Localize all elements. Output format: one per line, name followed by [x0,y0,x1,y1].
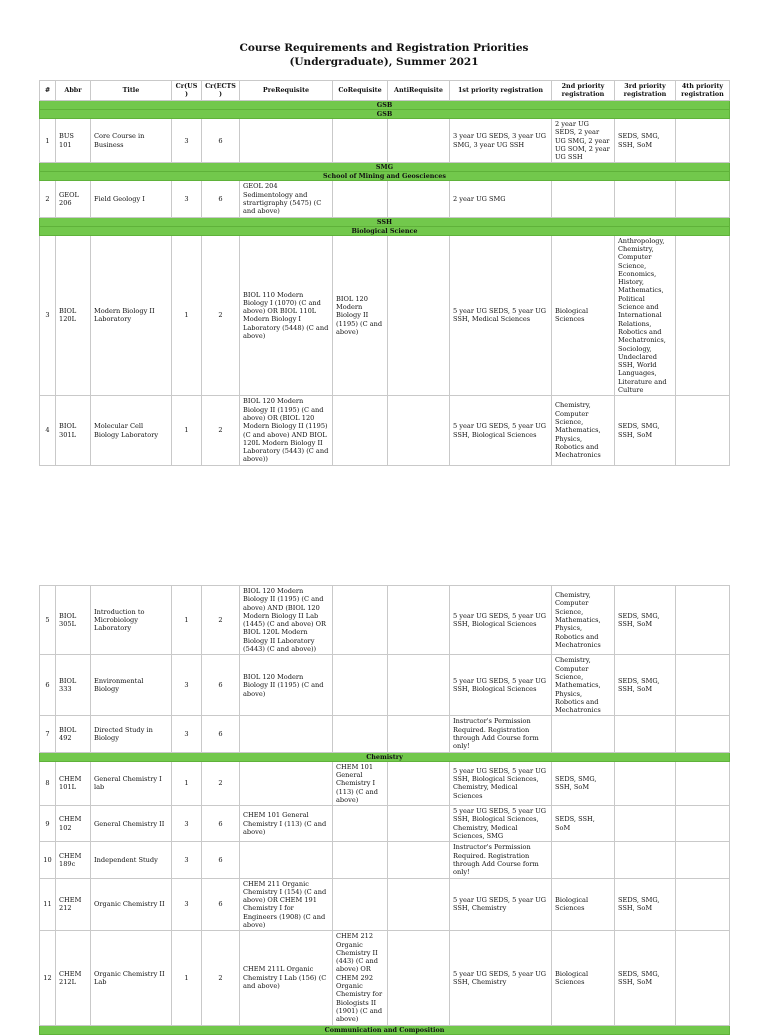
cell-antirequisite [388,655,450,716]
cell-priority-1: 5 year UG SEDS, 5 year UG SSH, Biological Sciences, Chemistry, Medical Sciences, SMG [450,806,552,842]
cell-priority-2 [552,716,615,752]
cell-title: Independent Study [91,842,172,878]
cell-cr-us: 1 [172,931,202,1025]
cell-num: 8 [40,761,56,805]
cell-prerequisite [240,716,333,752]
cell-abbr: CHEM 102 [56,806,91,842]
cell-corequisite [333,806,388,842]
cell-cr-ects: 6 [202,806,240,842]
department-header: Chemistry [40,752,730,761]
cell-priority-2: Chemistry, Computer Science, Mathematics, Physics, Robotics and Mechatronics [552,396,615,465]
cell-priority-2: Biological Sciences [552,235,615,396]
cell-priority-4 [676,806,730,842]
course-table-page-2 [39,585,730,1035]
cell-antirequisite [388,396,450,465]
cell-corequisite [333,842,388,878]
col-header-prerequisite: PreRequisite [240,81,333,101]
cell-priority-2: Biological Sciences [552,931,615,1025]
cell-cr-ects: 2 [202,931,240,1025]
cell-num: 4 [40,396,56,465]
cell-abbr: BIOL 333 [56,655,91,716]
school-header-row [40,101,730,110]
table-row [40,878,730,931]
cell-cr-us: 1 [172,761,202,805]
cell-num: 10 [40,842,56,878]
cell-priority-4 [676,761,730,805]
cell-priority-2: Biological Sciences [552,878,615,931]
col-header-priority-4: 4th priority registration [676,81,730,101]
cell-prerequisite [240,761,333,805]
title-line-2: (Undergraduate), Summer 2021 [289,56,479,68]
table-row [40,181,730,217]
cell-priority-4 [676,396,730,465]
cell-priority-3: SEDS, SMG, SSH, SoM [615,119,676,163]
cell-cr-us: 3 [172,181,202,217]
department-header-row [40,172,730,181]
school-header-row [40,217,730,226]
cell-priority-4 [676,235,730,396]
cell-abbr: BIOL 305L [56,586,91,655]
school-header: SMG [40,163,730,172]
cell-priority-2: SEDS, SMG, SSH, SoM [552,761,615,805]
cell-cr-us: 3 [172,119,202,163]
cell-prerequisite: BIOL 120 Modern Biology II (1195) (C and above) [240,655,333,716]
cell-abbr: CHEM 212L [56,931,91,1025]
cell-priority-3: SEDS, SMG, SSH, SoM [615,586,676,655]
cell-priority-3 [615,181,676,217]
cell-priority-1: Instructor's Permission Required. Registration through Add Course form only! [450,842,552,878]
school-header: SSH [40,217,730,226]
cell-prerequisite [240,842,333,878]
cell-corequisite [333,716,388,752]
cell-priority-3: SEDS, SMG, SSH, SoM [615,931,676,1025]
table-row [40,655,730,716]
table-row [40,119,730,163]
cell-priority-2: SEDS, SSH, SoM [552,806,615,842]
cell-abbr: BIOL 492 [56,716,91,752]
cell-num: 5 [40,586,56,655]
cell-priority-3 [615,806,676,842]
table-row [40,396,730,465]
cell-antirequisite [388,716,450,752]
table-row [40,716,730,752]
cell-title: Field Geology I [91,181,172,217]
cell-abbr: BUS 101 [56,119,91,163]
cell-antirequisite [388,586,450,655]
cell-num: 11 [40,878,56,931]
department-header-row [40,110,730,119]
cell-cr-ects: 2 [202,396,240,465]
cell-title: Organic Chemistry II [91,878,172,931]
table-row [40,842,730,878]
cell-prerequisite: CHEM 101 General Chemistry I (113) (C and above) [240,806,333,842]
cell-priority-3: SEDS, SMG, SSH, SoM [615,396,676,465]
page-title [0,41,768,69]
cell-num: 2 [40,181,56,217]
cell-priority-4 [676,716,730,752]
cell-priority-1: 5 year UG SEDS, 5 year UG SSH, Chemistry [450,931,552,1025]
cell-title: General Chemistry II [91,806,172,842]
cell-priority-4 [676,878,730,931]
col-header-priority-2: 2nd priority registration [552,81,615,101]
cell-priority-3: SEDS, SMG, SSH, SoM [615,655,676,716]
title-line-1: Course Requirements and Registration Priorities [239,42,529,54]
cell-antirequisite [388,806,450,842]
cell-num: 3 [40,235,56,396]
cell-prerequisite: CHEM 211L Organic Chemistry I Lab (156) (C and above) [240,931,333,1025]
cell-priority-3: Anthropology, Chemistry, Computer Science, Economics, History, Mathematics, Political Science and International Relations, Robotics and Mechatronics, Sociology, Undeclared SSH, World Languages, Literature and Culture [615,235,676,396]
cell-priority-4 [676,655,730,716]
col-header-priority-1: 1st priority registration [450,81,552,101]
cell-cr-ects: 6 [202,842,240,878]
table-row [40,761,730,805]
cell-prerequisite: GEOL 204 Sedimentology and strartigraphy (5475) (C and above) [240,181,333,217]
cell-abbr: BIOL 301L [56,396,91,465]
cell-priority-4 [676,842,730,878]
cell-prerequisite: BIOL 110 Modern Biology I (1070) (C and above) OR BIOL 110L Modern Biology I Laboratory (5448) (C and above) [240,235,333,396]
cell-num: 9 [40,806,56,842]
col-header-cr-ects: Cr(ECTS) [202,81,240,101]
cell-priority-1: 5 year UG SEDS, 5 year UG SSH, Biological Sciences [450,396,552,465]
cell-antirequisite [388,878,450,931]
cell-title: General Chemistry I lab [91,761,172,805]
col-header-title: Title [91,81,172,101]
cell-title: Core Course in Business [91,119,172,163]
cell-cr-us: 1 [172,235,202,396]
school-header: GSB [40,101,730,110]
department-header: Biological Science [40,226,730,235]
department-header: GSB [40,110,730,119]
cell-prerequisite [240,119,333,163]
department-header-row [40,226,730,235]
cell-priority-3 [615,716,676,752]
cell-corequisite: CHEM 212 Organic Chemistry II (443) (C and above) OR CHEM 292 Organic Chemistry for Biologists II (1901) (C and above) [333,931,388,1025]
cell-priority-1: 3 year UG SEDS, 3 year UG SMG, 3 year UG SSH [450,119,552,163]
cell-abbr: CHEM 189c [56,842,91,878]
cell-antirequisite [388,761,450,805]
cell-cr-ects: 2 [202,761,240,805]
cell-cr-ects: 6 [202,716,240,752]
cell-priority-4 [676,586,730,655]
cell-title: Introduction to Microbiology Laboratory [91,586,172,655]
cell-priority-4 [676,181,730,217]
cell-title: Environmental Biology [91,655,172,716]
cell-priority-4 [676,931,730,1025]
department-header-row [40,752,730,761]
cell-priority-3 [615,761,676,805]
cell-priority-1: 2 year UG SMG [450,181,552,217]
course-table-page-1 [39,80,730,466]
cell-priority-1: 5 year UG SEDS, 5 year UG SSH, Chemistry [450,878,552,931]
cell-prerequisite: BIOL 120 Modern Biology II (1195) (C and above) AND (BIOL 120 Modern Biology II Lab (1445) (C and above) OR BIOL 120L Modern Biology II Laboratory (5443) (C and above)) [240,586,333,655]
department-header: Communication and Composition [40,1025,730,1034]
cell-corequisite [333,119,388,163]
cell-cr-us: 3 [172,806,202,842]
cell-priority-1: 5 year UG SEDS, 5 year UG SSH, Biological Sciences, Chemistry, Medical Sciences [450,761,552,805]
cell-corequisite: CHEM 101 General Chemistry I (113) (C and above) [333,761,388,805]
department-header: School of Mining and Geosciences [40,172,730,181]
cell-cr-us: 3 [172,655,202,716]
cell-cr-ects: 2 [202,586,240,655]
cell-corequisite [333,878,388,931]
cell-priority-2 [552,842,615,878]
cell-cr-us: 1 [172,396,202,465]
department-header-row [40,1025,730,1034]
cell-cr-ects: 6 [202,655,240,716]
col-header-abbr: Abbr [56,81,91,101]
cell-num: 1 [40,119,56,163]
cell-priority-4 [676,119,730,163]
cell-antirequisite [388,842,450,878]
cell-priority-2: Chemistry, Computer Science, Mathematics, Physics, Robotics and Mechatronics [552,655,615,716]
cell-priority-2: Chemistry, Computer Science, Mathematics, Physics, Robotics and Mechatronics [552,586,615,655]
cell-cr-ects: 2 [202,235,240,396]
col-header-cr-us: Cr(US) [172,81,202,101]
cell-antirequisite [388,119,450,163]
cell-priority-1: 5 year UG SEDS, 5 year UG SSH, Biological Sciences [450,586,552,655]
table-row [40,586,730,655]
cell-abbr: GEOL 206 [56,181,91,217]
cell-prerequisite: CHEM 211 Organic Chemistry I (154) (C and above) OR CHEM 191 Chemistry I for Engineers (1908) (C and above) [240,878,333,931]
cell-cr-us: 3 [172,842,202,878]
cell-cr-us: 1 [172,586,202,655]
cell-num: 6 [40,655,56,716]
cell-title: Directed Study in Biology [91,716,172,752]
cell-abbr: CHEM 212 [56,878,91,931]
cell-antirequisite [388,931,450,1025]
col-header-antirequisite: AntiRequisite [388,81,450,101]
col-header-num: # [40,81,56,101]
cell-cr-ects: 6 [202,119,240,163]
table-row [40,806,730,842]
cell-antirequisite [388,181,450,217]
col-header-corequisite: CoRequisite [333,81,388,101]
cell-priority-3 [615,842,676,878]
cell-cr-us: 3 [172,716,202,752]
cell-cr-ects: 6 [202,181,240,217]
cell-num: 7 [40,716,56,752]
cell-title: Organic Chemistry II Lab [91,931,172,1025]
col-header-priority-3: 3rd priority registration [615,81,676,101]
cell-corequisite [333,655,388,716]
table-row [40,235,730,396]
cell-cr-ects: 6 [202,878,240,931]
cell-antirequisite [388,235,450,396]
cell-corequisite: BIOL 120 Modern Biology II (1195) (C and above) [333,235,388,396]
cell-corequisite [333,396,388,465]
school-header-row [40,163,730,172]
cell-title: Molecular Cell Biology Laboratory [91,396,172,465]
cell-corequisite [333,586,388,655]
cell-priority-1: Instructor's Permission Required. Registration through Add Course form only! [450,716,552,752]
cell-prerequisite: BIOL 120 Modern Biology II (1195) (C and above) OR (BIOL 120 Modern Biology II (1195) (C and above) AND BIOL 120L Modern Biology II Laboratory (5443) (C and above)) [240,396,333,465]
cell-abbr: CHEM 101L [56,761,91,805]
table-row [40,931,730,1025]
cell-priority-2: 2 year UG SEDS, 2 year UG SMG, 2 year UG SOM, 2 year UG SSH [552,119,615,163]
cell-priority-1: 5 year UG SEDS, 5 year UG SSH, Biological Sciences [450,655,552,716]
cell-priority-1: 5 year UG SEDS, 5 year UG SSH, Medical Sciences [450,235,552,396]
cell-abbr: BIOL 120L [56,235,91,396]
cell-num: 12 [40,931,56,1025]
header-row [40,81,730,101]
cell-corequisite [333,181,388,217]
cell-priority-3: SEDS, SMG, SSH, SoM [615,878,676,931]
cell-priority-2 [552,181,615,217]
cell-cr-us: 3 [172,878,202,931]
cell-title: Modern Biology II Laboratory [91,235,172,396]
